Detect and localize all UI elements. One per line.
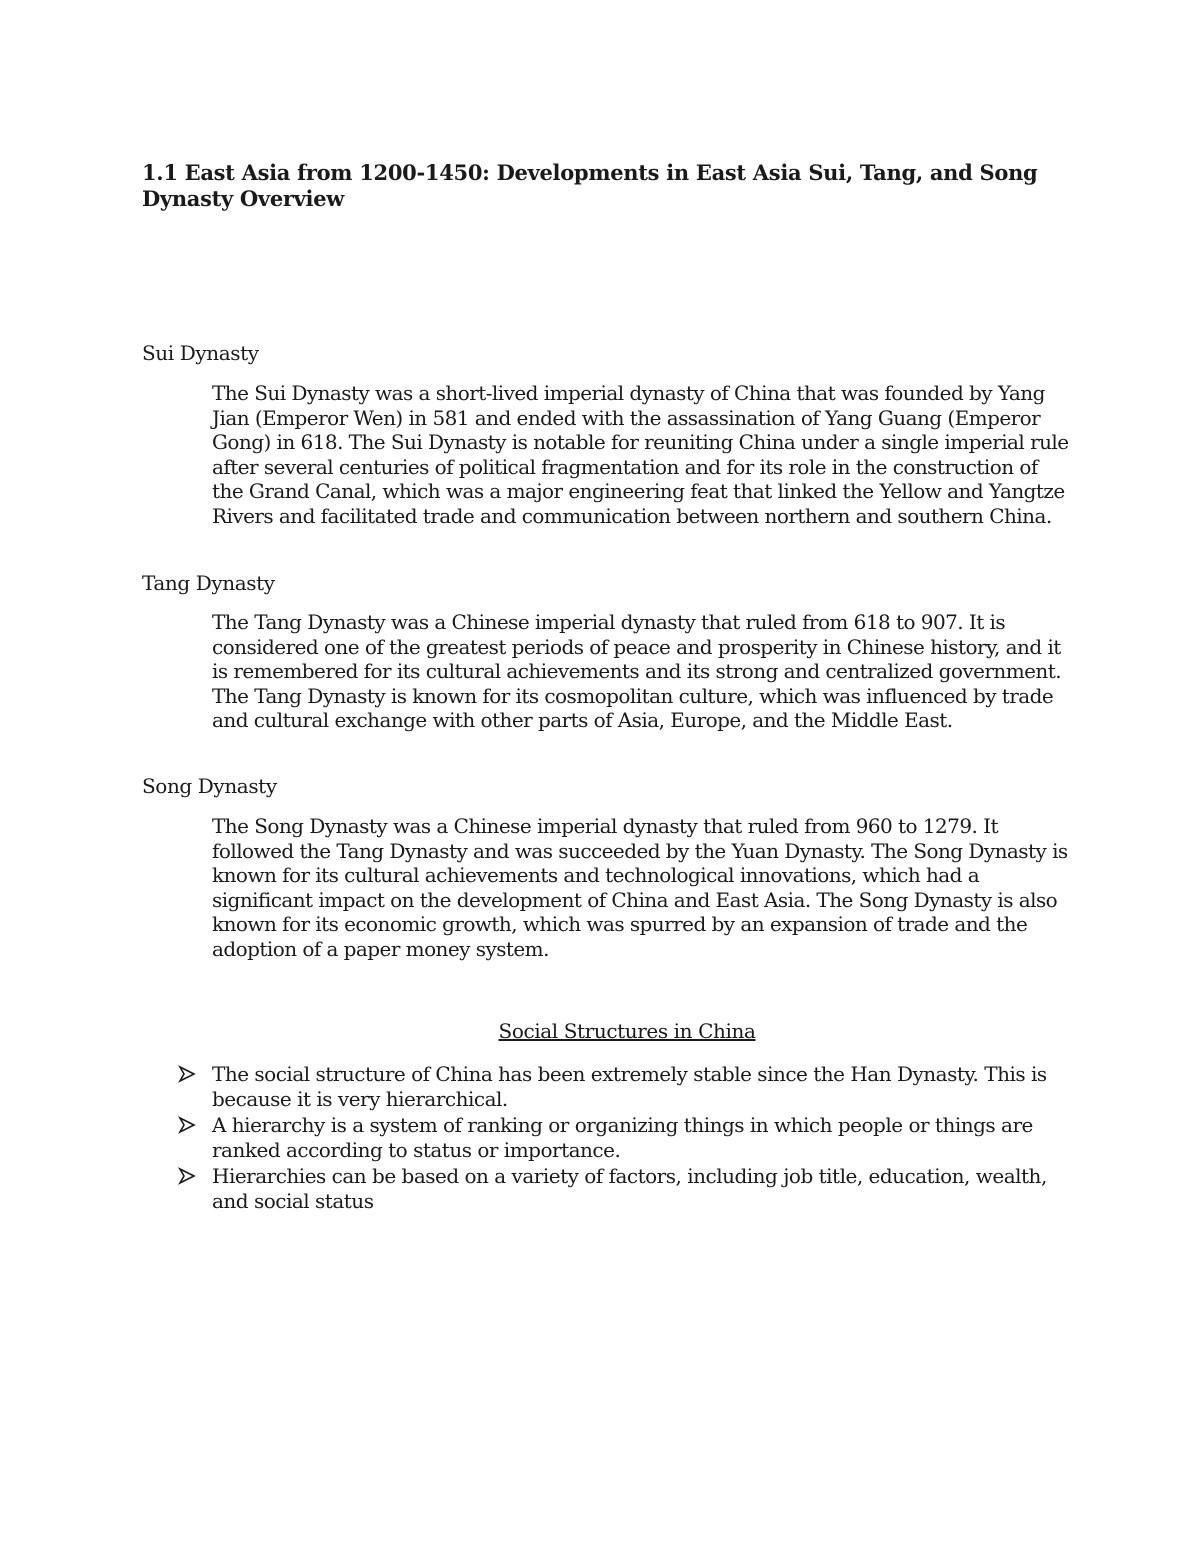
section-heading-sui: Sui Dynasty bbox=[142, 341, 259, 365]
arrowhead-bullet-icon bbox=[178, 1167, 196, 1185]
section-body-tang: The Tang Dynasty was a Chinese imperial dynasty that ruled from 618 to 907. It is considered one of the greatest periods of peace and prosperity in Chinese history, and it is remembered for its cultural achievements and its strong and centralized government. The Tang Dynasty is known for its cosmopolitan culture, which was influenced by trade and cultural exchange with other parts of Asia, Europe, and the Middle East. bbox=[212, 610, 1062, 733]
arrowhead-bullet-icon bbox=[178, 1116, 196, 1134]
bullet-text: The social structure of China has been extremely stable since the Han Dynasty. This is because it is very hierarchical. bbox=[212, 1062, 1047, 1111]
arrowhead-bullet-icon bbox=[178, 1065, 196, 1083]
document-title: 1.1 East Asia from 1200-1450: Developments in East Asia Sui, Tang, and Song Dynasty Overview bbox=[142, 160, 1038, 211]
list-item bbox=[0, 1062, 1200, 1111]
section-body-sui: The Sui Dynasty was a short-lived imperial dynasty of China that was founded by Yang Jian (Emperor Wen) in 581 and ended with the assassination of Yang Guang (Emperor Gong) in 618. The Sui Dynasty is notable for reuniting China under a single imperial rule after several centuries of political fragmentation and for its role in the construction of the Grand Canal, which was a major engineering feat that linked the Yellow and Yangtze Rivers and facilitated trade and communication between northern and southern China. bbox=[212, 381, 1069, 528]
section-heading-song: Song Dynasty bbox=[142, 774, 277, 798]
list-item bbox=[0, 1113, 1200, 1162]
section-body-song: The Song Dynasty was a Chinese imperial dynasty that ruled from 960 to 1279. It followed the Tang Dynasty and was succeeded by the Yuan Dynasty. The Song Dynasty is known for its cultural achievements and technological innovations, which had a significant impact on the development of China and East Asia. The Song Dynasty is also known for its economic growth, which was spurred by an expansion of trade and the adoption of a paper money system. bbox=[212, 814, 1068, 961]
bullet-text: Hierarchies can be based on a variety of factors, including job title, education, wealth, and social status bbox=[212, 1164, 1047, 1213]
social-structures-heading: Social Structures in China bbox=[498, 1019, 756, 1043]
bullet-text: A hierarchy is a system of ranking or organizing things in which people or things are ranked according to status or importance. bbox=[212, 1113, 1033, 1162]
section-heading-tang: Tang Dynasty bbox=[142, 571, 275, 595]
list-item bbox=[0, 1164, 1200, 1213]
social-structures-list bbox=[0, 1062, 1200, 1216]
